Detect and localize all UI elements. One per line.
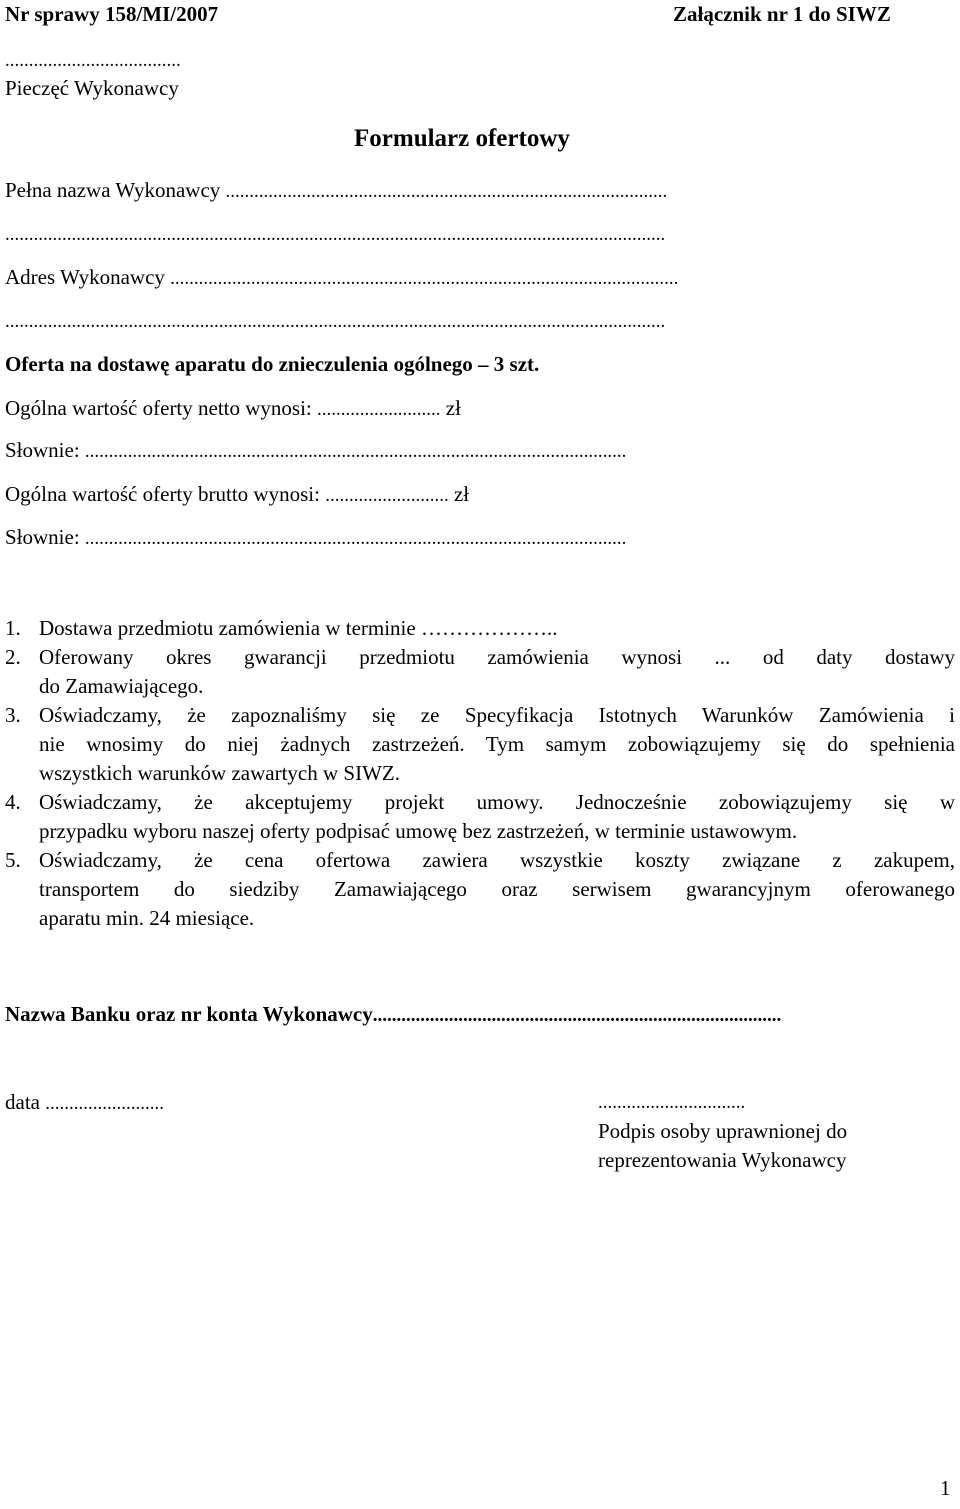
full-name-dots-line2: ...........................................................................................................................................	[5, 224, 666, 245]
net-value-unit: zł	[445, 396, 461, 420]
list-item-number: 1.	[5, 616, 21, 640]
date-label: data	[5, 1090, 40, 1114]
gross-value-field	[5, 480, 469, 510]
list-item-text: Oferowany okres gwarancji przedmiotu zamówienia wynosi ... od daty dostawy	[39, 645, 955, 669]
list-item-text: Oświadczamy, że cena ofertowa zawiera wszystkie koszty związane z zakupem,	[39, 848, 955, 872]
gross-value-label: Ogólna wartość oferty brutto wynosi:	[5, 482, 320, 506]
full-name-label: Pełna nazwa Wykonawcy	[5, 178, 221, 202]
address-field	[5, 263, 678, 293]
gross-value-dots: ..........................	[325, 485, 449, 506]
stamp-label: Pieczęć Wykonawcy	[5, 76, 179, 100]
net-words-field	[5, 436, 626, 466]
case-number: Nr sprawy 158/MI/2007	[5, 2, 219, 26]
annex-label: Załącznik nr 1 do SIWZ	[673, 2, 891, 26]
net-words-label: Słownie:	[5, 438, 80, 462]
address-label: Adres Wykonawcy	[5, 265, 165, 289]
signature-block	[598, 1088, 847, 1175]
list-item-text: Oświadczamy, że zapoznaliśmy się ze Specyfikacja Istotnych Warunków Zamówienia i	[39, 703, 955, 727]
net-value-label: Ogólna wartość oferty netto wynosi:	[5, 396, 312, 420]
address-dots-line2: ...........................................................................................................................................	[5, 311, 666, 332]
list-item-text: aparatu min. 24 miesiące.	[39, 906, 255, 930]
offer-heading: Oferta na dostawę aparatu do znieczulenia ogólnego – 3 szt.	[5, 352, 540, 376]
signature-dots: ...............................	[598, 1092, 746, 1113]
signature-caption-line2: reprezentowania Wykonawcy	[598, 1148, 847, 1172]
list-item-text: przypadku wyboru naszej oferty podpisać umowę bez zastrzeżeń, w terminie ustawowym.	[39, 819, 798, 843]
list-item-text: do Zamawiającego.	[39, 674, 204, 698]
net-value-field	[5, 394, 461, 424]
list-item-number: 2.	[5, 645, 21, 669]
list-item-text: transportem do siedziby Zamawiającego oraz serwisem gwarancyjnym oferowanego	[39, 877, 955, 901]
date-field	[5, 1088, 164, 1118]
net-words-dots: ..................................................................................................................	[84, 441, 627, 462]
page-title: Formularz ofertowy	[354, 125, 570, 152]
full-name-field	[5, 176, 667, 206]
date-dots: .........................	[45, 1093, 164, 1114]
signature-caption-line1: Podpis osoby uprawnionej do	[598, 1119, 848, 1143]
list-item-text: Dostawa przedmiotu zamówienia w terminie ………………..	[39, 616, 558, 640]
gross-value-unit: zł	[453, 482, 470, 506]
gross-words-dots: ..................................................................................................................	[84, 528, 627, 549]
list-item-text: Oświadczamy, że akceptujemy projekt umowy. Jednocześnie zobowiązujemy się w	[39, 790, 955, 814]
address-dots: ...........................................................................................................	[170, 268, 679, 289]
gross-words-label: Słownie:	[5, 525, 80, 549]
list-item-text: nie wnosimy do niej żadnych zastrzeżeń. Tym samym zobowiązujemy się do spełnienia	[39, 732, 955, 756]
list-item-text: wszystkich warunków zawartych w SIWZ.	[39, 761, 400, 785]
stamp-dots: .....................................	[5, 50, 181, 71]
net-value-dots: ..........................	[317, 399, 441, 420]
list-item-number: 5.	[5, 848, 21, 872]
gross-words-field	[5, 523, 626, 553]
bank-dots: ......................................................................................	[372, 1005, 782, 1026]
bank-field	[5, 1000, 781, 1030]
list-item-number: 4.	[5, 790, 21, 814]
page-number: 1	[940, 1476, 951, 1500]
list-item-number: 3.	[5, 703, 21, 727]
bank-label: Nazwa Banku oraz nr konta Wykonawcy	[5, 1002, 373, 1026]
full-name-dots: .............................................................................................	[225, 181, 668, 202]
